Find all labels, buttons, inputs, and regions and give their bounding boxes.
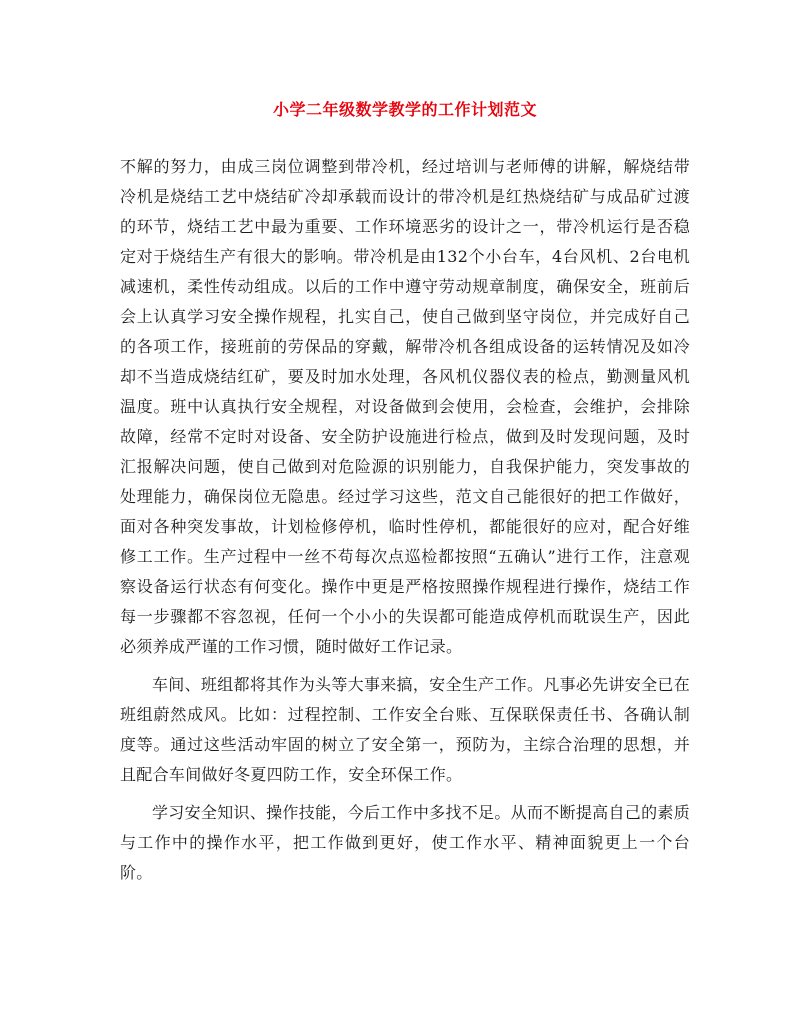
- document-body: [120, 152, 690, 888]
- document-title: 小学二年级数学教学的工作计划范文: [272, 100, 537, 119]
- paragraph-2: 车间、班组都将其作为头等大事来搞，安全生产工作。凡事必先讲安全已在班组蔚然成风。比如：过程控制、工作安全台账、互保联保责任书、各确认制度等。通过这些活动牢固的树立了安全第一，预防为，主综合治理的思想，并且配合车间做好冬夏四防工作，安全环保工作。: [120, 675, 690, 784]
- paragraph-3: 学习安全知识、操作技能，今后工作中多找不足。从而不断提高自己的素质与工作中的操作水平，把工作做到更好，使工作水平、精神面貌更上一个台阶。: [120, 803, 690, 882]
- paragraph-1: 不解的努力，由成三岗位调整到带冷机，经过培训与老师傅的讲解，解烧结带冷机是烧结工艺中烧结矿冷却承载而设计的带冷机是红热烧结矿与成品矿过渡的环节，烧结工艺中最为重要、工作环境恶劣的设计之一，带冷机运行是否稳定对于烧结生产有很大的影响。带冷机是由132个小台车，4台风机、2台电机减速机，柔性传动组成。以后的工作中遵守劳动规章制度，确保安全，班前后会上认真学习安全操作规程，扎实自己，使自己做到坚守岗位，并完成好自己的各项工作，接班前的劳保品的穿戴，解带冷机各组成设备的运转情况及如冷却不当造成烧结红矿，要及时加水处理，各风机仪器仪表的检点，勤测量风机温度。班中认真执行安全规程，对设备做到会使用，会检查，会维护，会排除故障，经常不定时对设备、安全防护设施进行检点，做到及时发现问题，及时汇报解决问题，使自己做到对危险源的识别能力，自我保护能力，突发事故的处理能力，确保岗位无隐患。经过学习这些，范文自己能很好的把工作做好，面对各种突发事故，计划检修停机，临时性停机，都能很好的应对，配合好维修工工作。生产过程中一丝不苟每次点巡检都按照“五确认”进行工作，注意观察设备运行状态有何变化。操作中更是严格按照操作规程进行操作，烧结工作每一步骤都不容忽视，任何一个小小的失误都可能造成停机而耽误生产，因此必须养成严谨的工作习惯，随时做好工作记录。: [120, 157, 690, 656]
